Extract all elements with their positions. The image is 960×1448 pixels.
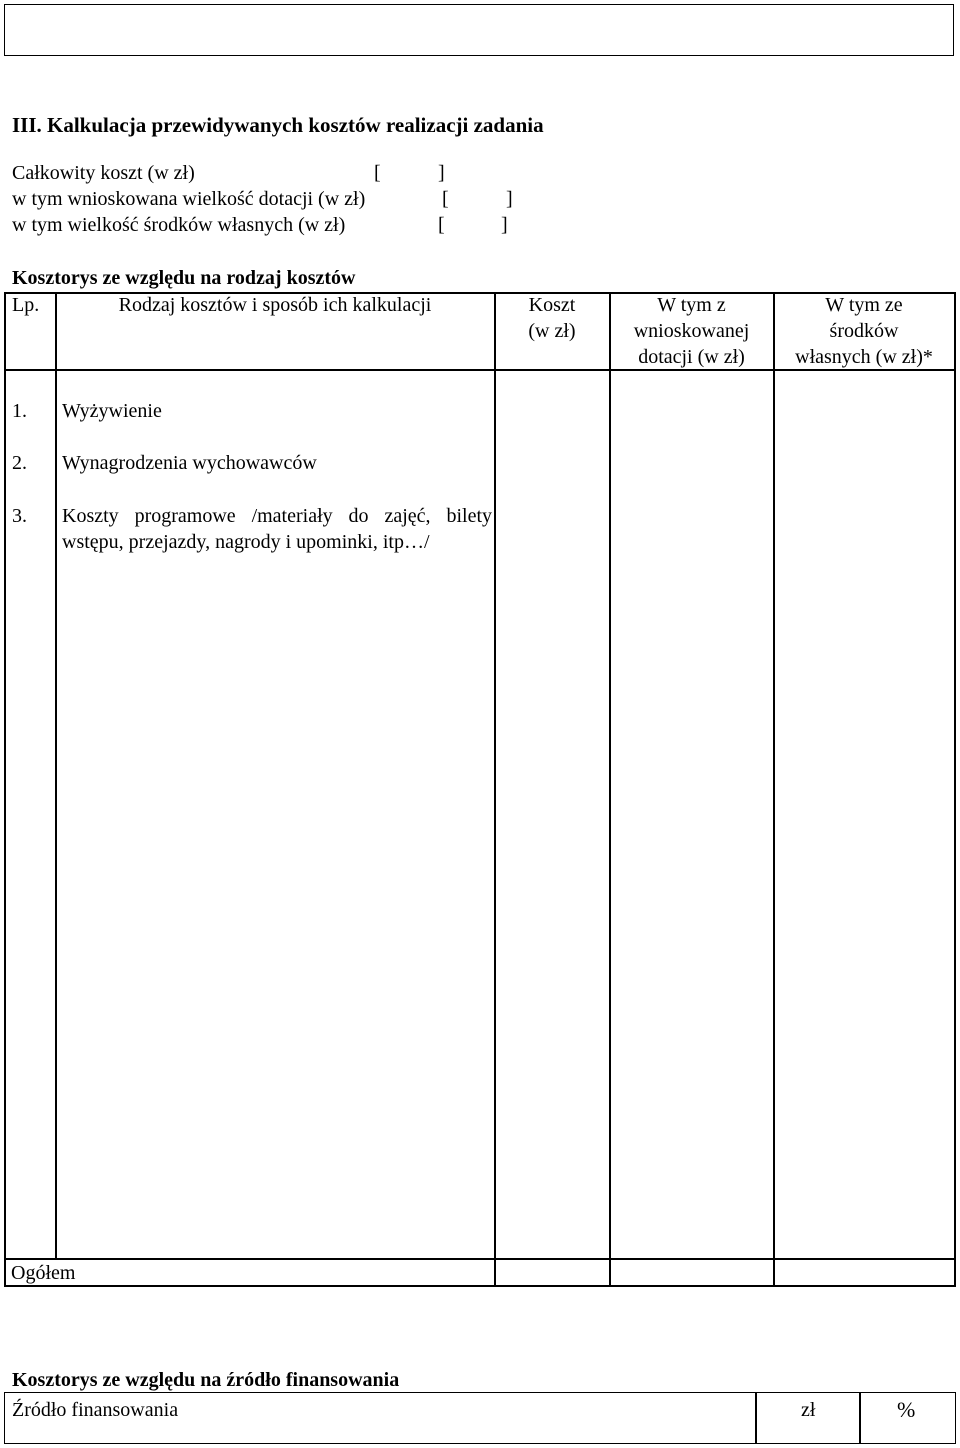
header-dotacja-line: W tym z bbox=[657, 294, 726, 316]
col-divider-koszt bbox=[609, 292, 611, 1287]
bracket-open: [ bbox=[438, 214, 445, 236]
row-cost-type: Wyżywienie bbox=[62, 400, 162, 422]
bracket-close: ] bbox=[501, 214, 508, 236]
total-divider bbox=[4, 1258, 956, 1260]
table-border-bottom bbox=[4, 1285, 956, 1287]
section-title: III. Kalkulacja przewidywanych kosztów realizacji zadania bbox=[12, 113, 544, 137]
row-number: 3. bbox=[12, 505, 27, 527]
col-divider-source bbox=[755, 1393, 757, 1443]
top-header-box bbox=[4, 4, 954, 56]
bracket-close: ] bbox=[506, 188, 513, 210]
header-zl: zł bbox=[801, 1399, 816, 1421]
header-srodki bbox=[774, 292, 954, 370]
funding-source-table-title: Kosztorys ze względu na źródło finansowania bbox=[12, 1369, 400, 1391]
header-srodki-line: własnych (w zł)* bbox=[795, 346, 933, 368]
header-dotacja-line: dotacji (w zł) bbox=[638, 346, 745, 368]
cost-type-table-title: Kosztorys ze względu na rodzaj kosztów bbox=[12, 267, 356, 289]
header-dotacja bbox=[610, 292, 773, 370]
header-srodki-line: W tym ze bbox=[825, 294, 903, 316]
table-border-left bbox=[4, 292, 6, 1287]
row-number: 1. bbox=[12, 400, 27, 422]
header-dotacja-line: wnioskowanej bbox=[633, 320, 750, 342]
funding-source-table bbox=[4, 1392, 956, 1444]
bracket-open: [ bbox=[442, 188, 449, 210]
col-divider-zl bbox=[859, 1393, 861, 1443]
summary-label: Całkowity koszt (w zł) bbox=[12, 162, 195, 184]
bracket-close: ] bbox=[438, 162, 445, 184]
header-source: Źródło finansowania bbox=[12, 1399, 179, 1421]
col-divider-rodzaj bbox=[494, 292, 496, 1287]
header-percent: % bbox=[897, 1397, 916, 1422]
header-koszt-line: (w zł) bbox=[528, 320, 576, 342]
cost-type-table bbox=[4, 292, 956, 1287]
header-koszt-line: Koszt bbox=[528, 294, 576, 316]
header-lp: Lp. bbox=[12, 294, 40, 316]
summary-label: w tym wnioskowana wielkość dotacji (w zł) bbox=[12, 188, 366, 210]
col-divider-dotacja bbox=[773, 292, 775, 1287]
header-rodzaj: Rodzaj kosztów i sposób ich kalkulacji bbox=[118, 294, 432, 316]
total-label: Ogółem bbox=[11, 1262, 76, 1284]
table-border-right bbox=[954, 292, 956, 1287]
row-cost-type: Koszty programowe /materiały do zajęć, bilety wstępu, przejazdy, nagrody i upominki, itp…/ bbox=[62, 505, 492, 553]
row-cost-type: Wynagrodzenia wychowawców bbox=[62, 452, 317, 474]
row-number: 2. bbox=[12, 452, 27, 474]
col-divider-lp bbox=[55, 292, 57, 1258]
header-srodki-line: środków bbox=[829, 320, 899, 342]
summary-label: w tym wielkość środków własnych (w zł) bbox=[12, 214, 346, 236]
header-koszt bbox=[495, 292, 609, 344]
bracket-open: [ bbox=[374, 162, 381, 184]
